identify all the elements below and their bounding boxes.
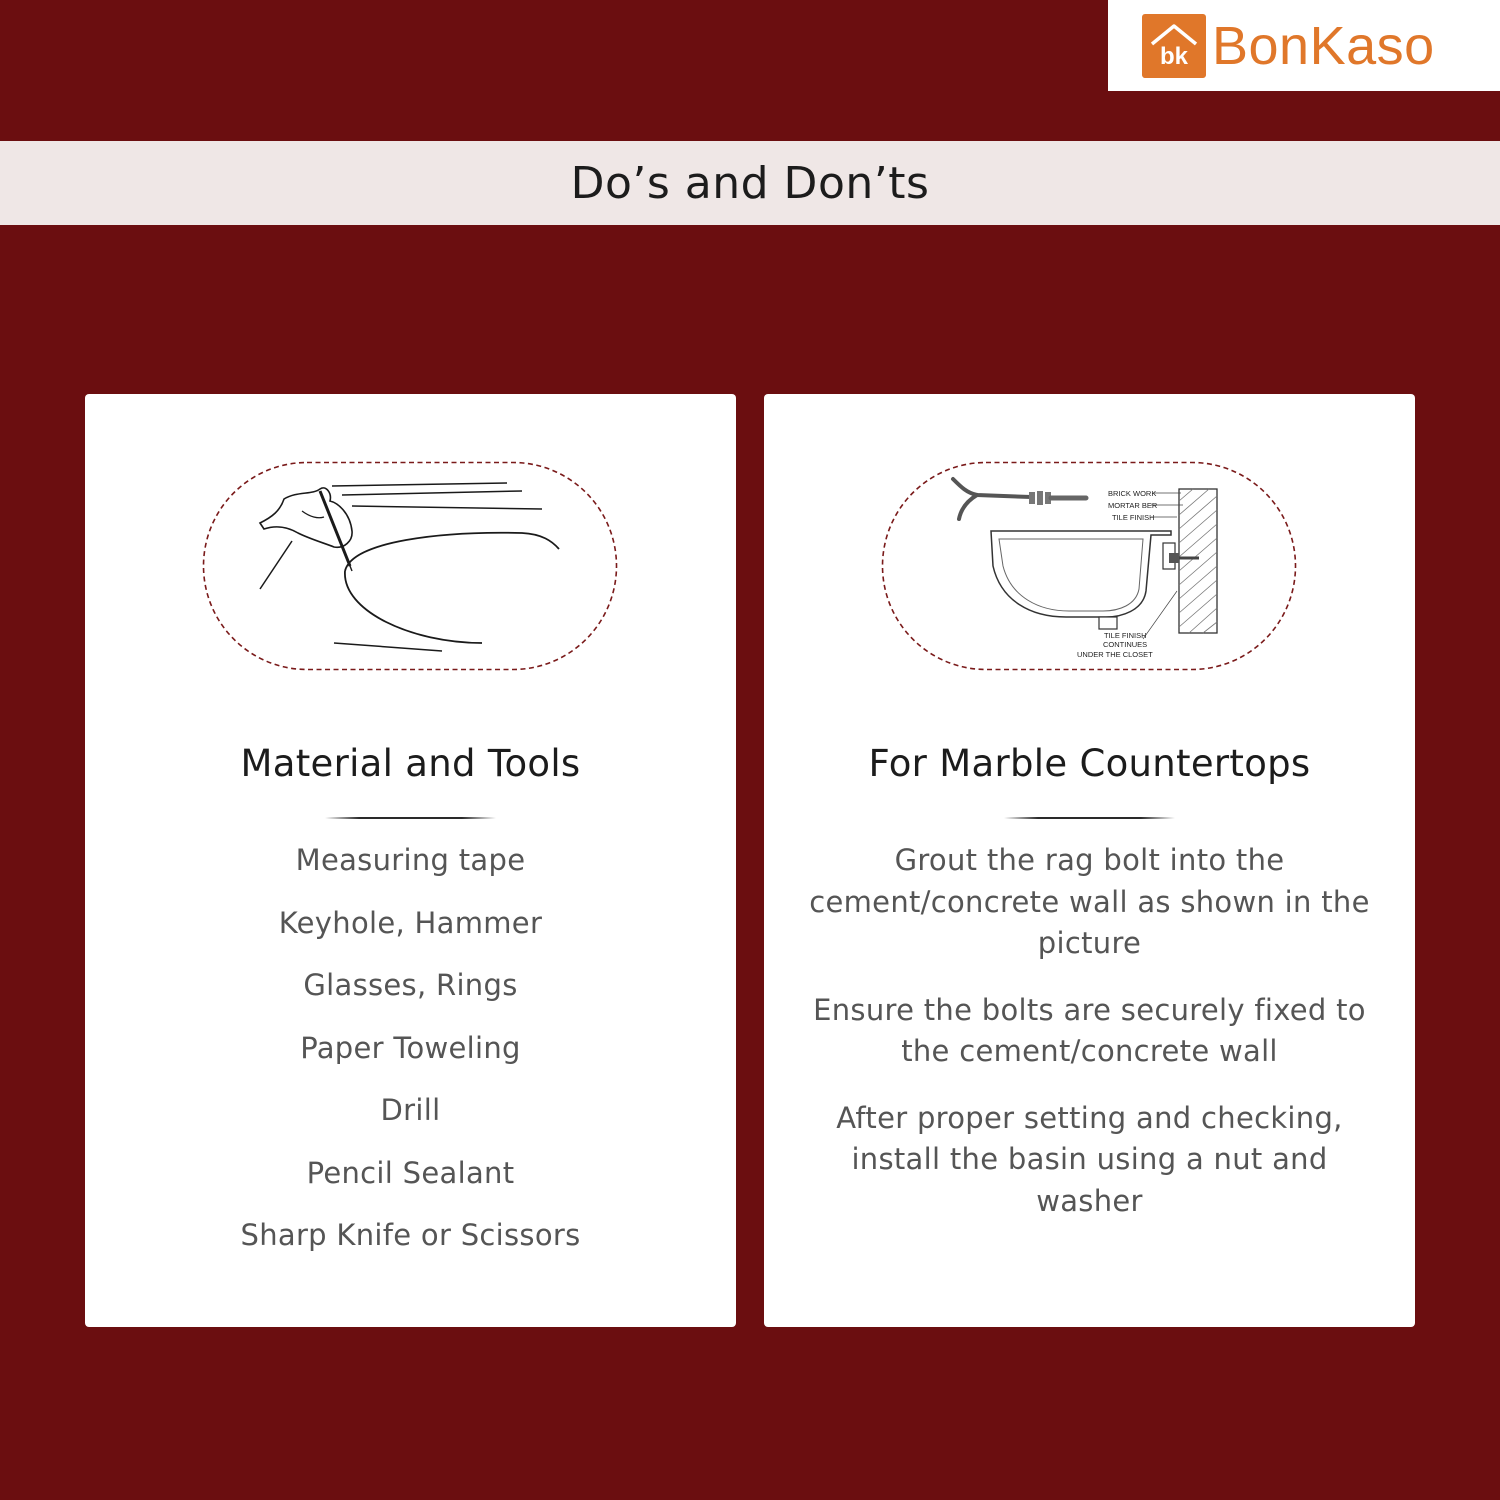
svg-text:TILE FINISH: TILE FINISH <box>1104 631 1147 640</box>
instructions-list <box>804 840 1375 1247</box>
marble-countertops-card <box>764 394 1415 1327</box>
svg-text:BRICK WORK: BRICK WORK <box>1108 489 1157 498</box>
list-item: Grout the rag bolt into the cement/concrete wall as shown in the picture <box>809 843 1370 960</box>
title-divider <box>325 817 496 819</box>
svg-text:TILE FINISH: TILE FINISH <box>1112 513 1155 522</box>
brand-name: BonKaso <box>1212 15 1435 76</box>
svg-text:UNDER THE CLOSET: UNDER THE CLOSET <box>1077 650 1153 659</box>
card-title: Material and Tools <box>240 742 581 785</box>
svg-text:CONTINUES: CONTINUES <box>1103 640 1148 649</box>
list-item: Drill <box>380 1093 441 1127</box>
list-item: Paper Toweling <box>300 1030 521 1065</box>
svg-text:MORTAR BER: MORTAR BER <box>1108 501 1158 510</box>
list-item: Pencil Sealant <box>306 1155 515 1190</box>
title-divider <box>1004 817 1175 819</box>
tools-list <box>85 840 736 1278</box>
hand-drawing-oval-icon <box>202 461 618 671</box>
materials-card <box>85 394 736 1327</box>
svg-text:bk: bk <box>1159 42 1189 70</box>
page-title: Do’s and Don’ts <box>570 157 930 209</box>
title-banner <box>0 141 1500 225</box>
wall-mounted-basin-diagram-icon <box>881 461 1297 671</box>
list-item: Keyhole, Hammer <box>278 905 543 940</box>
brand-logo <box>1108 0 1500 91</box>
list-item: After proper setting and checking, install the basin using a nut and washer <box>836 1100 1343 1218</box>
list-item: Measuring tape <box>295 843 526 877</box>
list-item: Sharp Knife or Scissors <box>240 1218 581 1252</box>
list-item: Glasses, Rings <box>303 968 518 1002</box>
list-item: Ensure the bolts are securely fixed to the cement/concrete wall <box>813 992 1366 1068</box>
card-title: For Marble Countertops <box>868 742 1311 785</box>
house-logo-icon <box>1142 14 1206 78</box>
